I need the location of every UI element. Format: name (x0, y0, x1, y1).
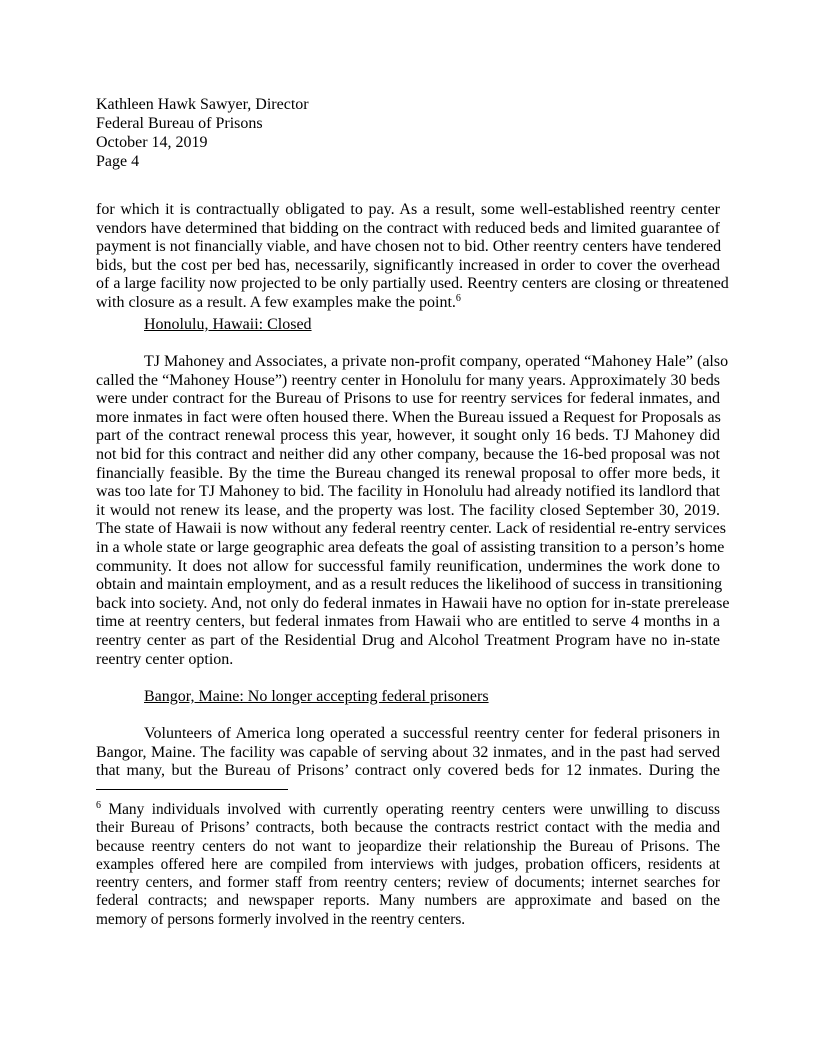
text-line (96, 353, 729, 372)
text-line (96, 762, 720, 781)
text-line (96, 238, 720, 257)
text-line-content: were under contract for the Bureau of Prisons to use for reentry services for federal inmates, and (96, 390, 720, 408)
text-line-content: Kathleen Hawk Sawyer, Director (96, 96, 309, 113)
text-line-content: more inmates in fact were often housed there. When the Bureau issued a Request for Proposals as (96, 408, 721, 426)
text-line (96, 446, 720, 465)
text-line-content: vendors have determined that bidding on the contract with reduced beds and limited guarantee of (96, 219, 720, 237)
text-line-content: Federal Bureau of Prisons (96, 115, 263, 132)
paragraph-bangor (96, 725, 720, 781)
text-line (96, 725, 720, 744)
text-line-content: with closure as a result. A few examples make the point. (96, 293, 456, 311)
text-line-content: memory of persons formerly involved in the reentry centers. (96, 910, 466, 928)
text-line-content: October 14, 2019 (96, 134, 208, 151)
section-heading-bangor: Bangor, Maine: No longer accepting federal prisoners (144, 688, 489, 705)
text-line (96, 838, 720, 856)
text-line (96, 520, 726, 539)
text-line (96, 152, 720, 171)
text-line-content: obtain and maintain employment, and as a result reduces the likelihood of success in transitioning (96, 576, 723, 594)
text-line (96, 613, 720, 632)
text-line (96, 201, 720, 220)
text-line (96, 427, 720, 446)
text-line (96, 911, 720, 929)
text-line-content: time at reentry centers, but federal inmates from Hawaii who are entitled to serve 4 months in a (96, 613, 720, 631)
text-line-content: reentry centers, and former staff from reentry centers; review of documents; internet searches for (96, 874, 720, 892)
paragraph-intro (96, 201, 729, 313)
text-line-content: in a whole state or large geographic area defeats the goal of assisting transition to a person’s home (96, 538, 725, 556)
footnote-reference[interactable]: 6 (455, 292, 461, 304)
text-line-content: was too late for TJ Mahoney to bid. The facility in Honolulu had already notified its landlord that (96, 483, 720, 501)
text-line-content: called the “Mahoney House”) reentry center in Honolulu for many years. Approximately 30 beds (96, 371, 720, 389)
text-line (96, 874, 720, 892)
text-line-content: community. It does not allow for successful family reunification, undermines the work done to (96, 557, 720, 575)
text-line-content: financially feasible. By the time the Bureau changed its renewal proposal to offer more beds, it (96, 464, 720, 482)
text-line (96, 801, 720, 819)
paragraph-honolulu (96, 353, 730, 669)
letter-header (96, 95, 720, 171)
text-line (96, 294, 720, 313)
text-line-content: not bid for this contract and neither did any other company, because the 16-bed proposal was not (96, 445, 720, 463)
text-line-content: it would not renew its lease, and the property was lost. The facility closed September 30, 2019. (96, 501, 720, 519)
text-line (96, 114, 720, 133)
text-line (96, 465, 720, 484)
text-line (96, 220, 720, 239)
footnote-number: 6 (96, 800, 101, 811)
text-line-content: for which it is contractually obligated to pay. As a result, some well-established reentry center (96, 201, 720, 218)
text-line (96, 257, 720, 276)
text-line-content: Volunteers of America long operated a successful reentry center for federal prisoners in (144, 725, 720, 742)
text-line (96, 372, 720, 391)
text-line (96, 538, 725, 558)
text-line (96, 856, 720, 874)
text-line (96, 892, 720, 910)
text-line (96, 558, 720, 577)
text-line (96, 133, 720, 152)
footnote-6 (96, 801, 720, 929)
text-line-content: part of the contract renewal process this year, however, it sought only 16 beds. TJ Mahoney did (96, 427, 720, 445)
text-line (96, 483, 720, 502)
text-line (96, 576, 723, 595)
text-line-content: of a large facility now projected to be only partially used. Reentry centers are closing or threatened (96, 275, 729, 293)
text-line (96, 275, 729, 294)
text-line (96, 390, 720, 409)
text-line-content: reentry center option. (96, 650, 234, 668)
text-line-content: examples offered here are compiled from interviews with judges, probation officers, residents at (96, 855, 720, 873)
text-line (96, 409, 720, 428)
text-line-content: back into society. And, not only do federal inmates in Hawaii have no option for in-state prerelease (96, 594, 730, 612)
text-line-content: The state of Hawaii is now without any federal reentry center. Lack of residential re-entry services (96, 520, 726, 538)
text-line-content: federal contracts; and newspaper reports. Many numbers are approximate and based on the (96, 892, 720, 910)
text-line (96, 95, 720, 114)
text-line-content: bids, but the cost per bed has, necessarily, significantly increased in order to cover the overhead (96, 256, 720, 274)
text-line-content: TJ Mahoney and Associates, a private non-profit company, operated “Mahoney Hale” (also (144, 353, 729, 370)
text-line-content: because reentry centers do not want to jeopardize their relationship the Bureau of Prisons. The (96, 837, 720, 855)
text-line-content: reentry center as part of the Residential Drug and Alcohol Treatment Program have no in-state (96, 631, 720, 649)
text-line (96, 819, 720, 837)
text-line-content: payment is not financially viable, and have chosen not to bid. Other reentry centers have tendered (96, 238, 722, 256)
text-line (96, 744, 720, 763)
text-line-content: their Bureau of Prisons’ contracts, both because the contracts restrict contact with the media and (96, 819, 720, 837)
text-line-content: Many individuals involved with currently operating reentry centers were unwilling to discuss (101, 801, 720, 818)
text-line (96, 651, 720, 670)
text-line-content: that many, but the Bureau of Prisons’ contract only covered beds for 12 inmates. During the (96, 762, 720, 780)
text-line-content: Bangor, Maine. The facility was capable of serving about 32 inmates, and in the past had served (96, 743, 720, 761)
text-line (96, 594, 730, 614)
text-line (96, 502, 720, 521)
text-line (96, 632, 720, 651)
text-line-content: Page 4 (96, 153, 140, 170)
section-heading-honolulu: Honolulu, Hawaii: Closed (144, 316, 312, 333)
footnote-divider (96, 789, 288, 790)
